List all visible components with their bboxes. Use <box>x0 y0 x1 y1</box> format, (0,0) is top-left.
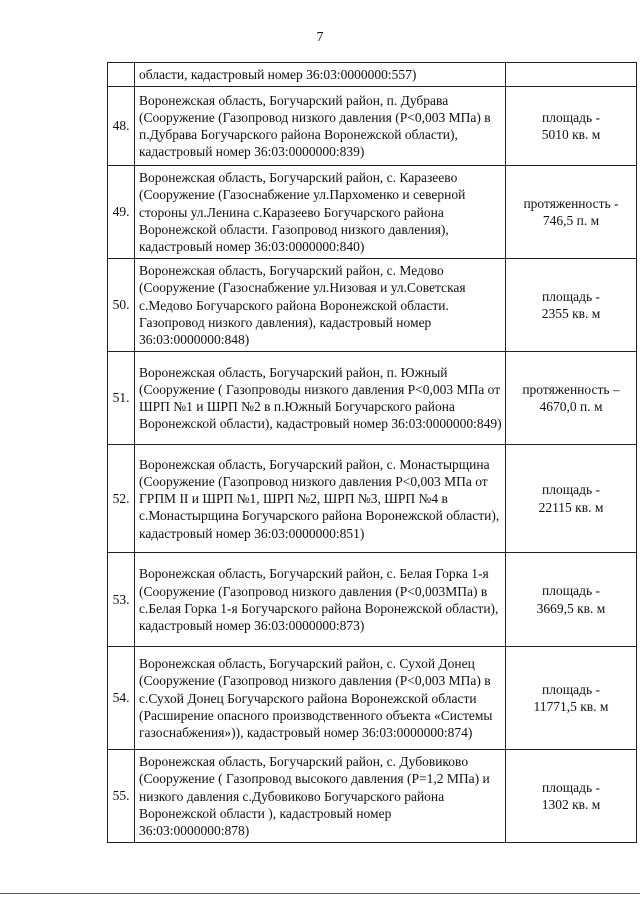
measure-value: 22115 кв. м <box>538 499 604 515</box>
table-row <box>108 63 637 87</box>
row-number <box>108 63 135 87</box>
row-number: 49. <box>108 166 135 259</box>
footer-divider <box>0 893 640 894</box>
row-measure <box>506 647 637 750</box>
measure-value: 11771,5 кв. м <box>533 699 609 715</box>
table-row <box>108 553 637 647</box>
measure-label: площадь - <box>542 482 600 498</box>
row-measure <box>506 166 637 259</box>
measure-value: 4670,0 п. м <box>539 399 603 415</box>
measure-label: площадь - <box>542 288 600 304</box>
row-description: Воронежская область, Богучарский район, с. Сухой Донец (Сооружение (Газопровод низкого давления (Р<0,003 МПа) в с.Сухой Донец Богучарского района Воронежской области (Расширение опасного производственного объекта «Системы газоснабжения»)), кадастровый номер 36:03:0000000:874) <box>135 647 506 750</box>
measure-value: 1302 кв. м <box>541 797 601 813</box>
table-row <box>108 750 637 843</box>
property-table <box>107 62 637 843</box>
row-measure <box>506 87 637 166</box>
row-description: области, кадастровый номер 36:03:0000000:557) <box>135 63 506 87</box>
row-number: 48. <box>108 87 135 166</box>
measure-value: 3669,5 кв. м <box>536 600 606 616</box>
row-measure <box>506 750 637 843</box>
row-number: 55. <box>108 750 135 843</box>
row-description: Воронежская область, Богучарский район, п. Дубрава (Сооружение (Газопровод низкого давления (Р<0,003 МПа) в п.Дубрава Богучарского района Воронежской области), кадастровый номер 36:03:0000000:839) <box>135 87 506 166</box>
table-row <box>108 647 637 750</box>
table-row <box>108 87 637 166</box>
row-number: 53. <box>108 553 135 647</box>
row-measure <box>506 445 637 553</box>
measure-label: протяженность – <box>522 381 620 397</box>
row-description: Воронежская область, Богучарский район, с. Каразеево (Сооружение (Газоснабжение ул.Пархоменко и северной стороны ул.Ленина с.Каразеево Богучарского района Воронежской области. Газопровод низкого давления), кадастровый номер 36:03:0000000:840) <box>135 166 506 259</box>
measure-value: 2355 кв. м <box>541 306 601 322</box>
measure-label: площадь - <box>542 779 600 795</box>
row-measure <box>506 352 637 445</box>
table-row <box>108 352 637 445</box>
row-number: 52. <box>108 445 135 553</box>
row-measure <box>506 259 637 352</box>
measure-label: площадь - <box>542 681 600 697</box>
row-number: 51. <box>108 352 135 445</box>
row-description: Воронежская область, Богучарский район, п. Южный (Сооружение ( Газопроводы низкого давления Р<0,003 МПа от ШРП №1 и ШРП №2 в п.Южный Богучарского района Воронежской области), кадастровый номер 36:03:0000000:849) <box>135 352 506 445</box>
measure-value: 5010 кв. м <box>541 127 601 143</box>
row-description: Воронежская область, Богучарский район, с. Дубовиково (Сооружение ( Газопровод высокого давления (Р=1,2 МПа) и низкого давления с.Дубовиково Богучарского района Воронежской области ), кадастровый номер 36:03:0000000:878) <box>135 750 506 843</box>
row-number: 50. <box>108 259 135 352</box>
table-row <box>108 166 637 259</box>
row-description: Воронежская область, Богучарский район, с. Монастырщина (Сооружение (Газопровод низкого давления Р<0,003 МПа от ГРПМ II и ШРП №1, ШРП №2, ШРП №3, ШРП №4 в с.Монастырщина Богучарского района Воронежской области), кадастровый номер 36:03:0000000:851) <box>135 445 506 553</box>
row-description: Воронежская область, Богучарский район, с. Белая Горка 1-я (Сооружение (Газопровод низкого давления (Р<0,003МПа) в с.Белая Горка 1-я Богучарского района Воронежской области), кадастровый номер 36:03:0000000:873) <box>135 553 506 647</box>
row-measure <box>506 553 637 647</box>
measure-label: протяженность - <box>523 195 619 211</box>
page-number: 7 <box>316 30 324 45</box>
row-number: 54. <box>108 647 135 750</box>
row-description: Воронежская область, Богучарский район, с. Медово (Сооружение (Газоснабжение ул.Низовая и ул.Советская с.Медово Богучарского района Воронежской области. Газопровод низкого давления), кадастровый номер 36:03:0000000:848) <box>135 259 506 352</box>
measure-label: площадь - <box>542 109 600 125</box>
row-measure <box>506 63 637 87</box>
measure-value: 746,5 п. м <box>542 213 600 229</box>
table-row <box>108 445 637 553</box>
measure-label: площадь - <box>542 583 600 599</box>
table-row <box>108 259 637 352</box>
